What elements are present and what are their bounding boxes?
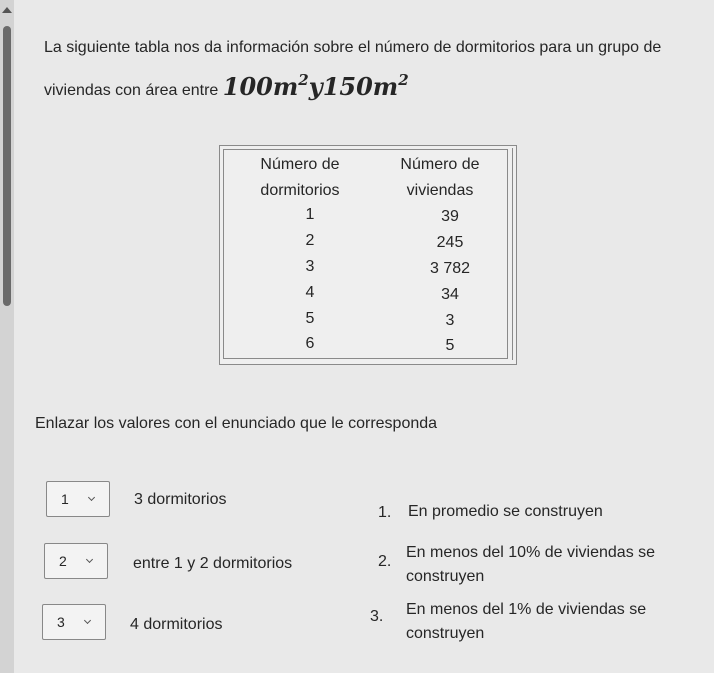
selected-value: 3	[57, 614, 65, 630]
data-table	[219, 145, 517, 365]
table-divider	[512, 148, 513, 360]
intro-paragraph	[44, 32, 704, 107]
area-formula: $100m^2y150m^2$	[222, 71, 409, 101]
match-label-2: entre 1 y 2 dormitorios	[133, 555, 293, 572]
statement-number-1: 1.	[378, 504, 392, 521]
scroll-thumb[interactable]	[3, 26, 11, 306]
scrollbar[interactable]	[0, 0, 14, 673]
match-select-3[interactable]	[42, 604, 106, 640]
table-cell-dormitorios: 5	[305, 310, 315, 327]
table-header-dormitorios: Número de dormitorios	[260, 156, 340, 199]
table-cell-dormitorios: 6	[305, 335, 315, 352]
table-cell-viviendas: 3	[445, 312, 455, 329]
table-cell-viviendas: 34	[441, 286, 459, 303]
table-cell-dormitorios: 1	[305, 206, 315, 223]
table-cell-viviendas: 39	[441, 208, 459, 225]
selected-value: 1	[61, 491, 69, 507]
match-label-1: 3 dormitorios	[134, 491, 227, 508]
table-cell-viviendas: 5	[445, 337, 455, 354]
table-cell-dormitorios: 3	[305, 258, 315, 275]
table-cell-viviendas: 3 782	[429, 260, 471, 277]
table-cell-viviendas: 245	[436, 234, 464, 251]
match-select-1[interactable]	[46, 481, 110, 517]
intro-text: La siguiente tabla nos da información sobre el número de dormitorios para un grupo de viviendas con área entre	[44, 39, 662, 99]
instruction-text: Enlazar los valores con el enunciado que le corresponda	[35, 415, 438, 432]
chevron-down-icon	[84, 617, 91, 624]
chevron-down-icon	[86, 556, 93, 563]
chevron-down-icon	[88, 494, 95, 501]
table-cell-dormitorios: 4	[305, 284, 315, 301]
match-label-3: 4 dormitorios	[130, 616, 223, 633]
statement-1: En promedio se construyen	[408, 503, 603, 520]
statement-2: En menos del 10% de viviendas se construyen	[406, 544, 656, 585]
selected-value: 2	[59, 553, 67, 569]
table-cell-dormitorios: 2	[305, 232, 315, 249]
statement-number-3: 3.	[370, 608, 384, 625]
statement-3: En menos del 1% de viviendas se construyen	[406, 601, 647, 642]
match-select-2[interactable]	[44, 543, 108, 579]
scroll-up-arrow-icon[interactable]	[2, 7, 12, 13]
table-header-viviendas: Número de viviendas	[400, 156, 480, 199]
statement-number-2: 2.	[378, 553, 392, 570]
